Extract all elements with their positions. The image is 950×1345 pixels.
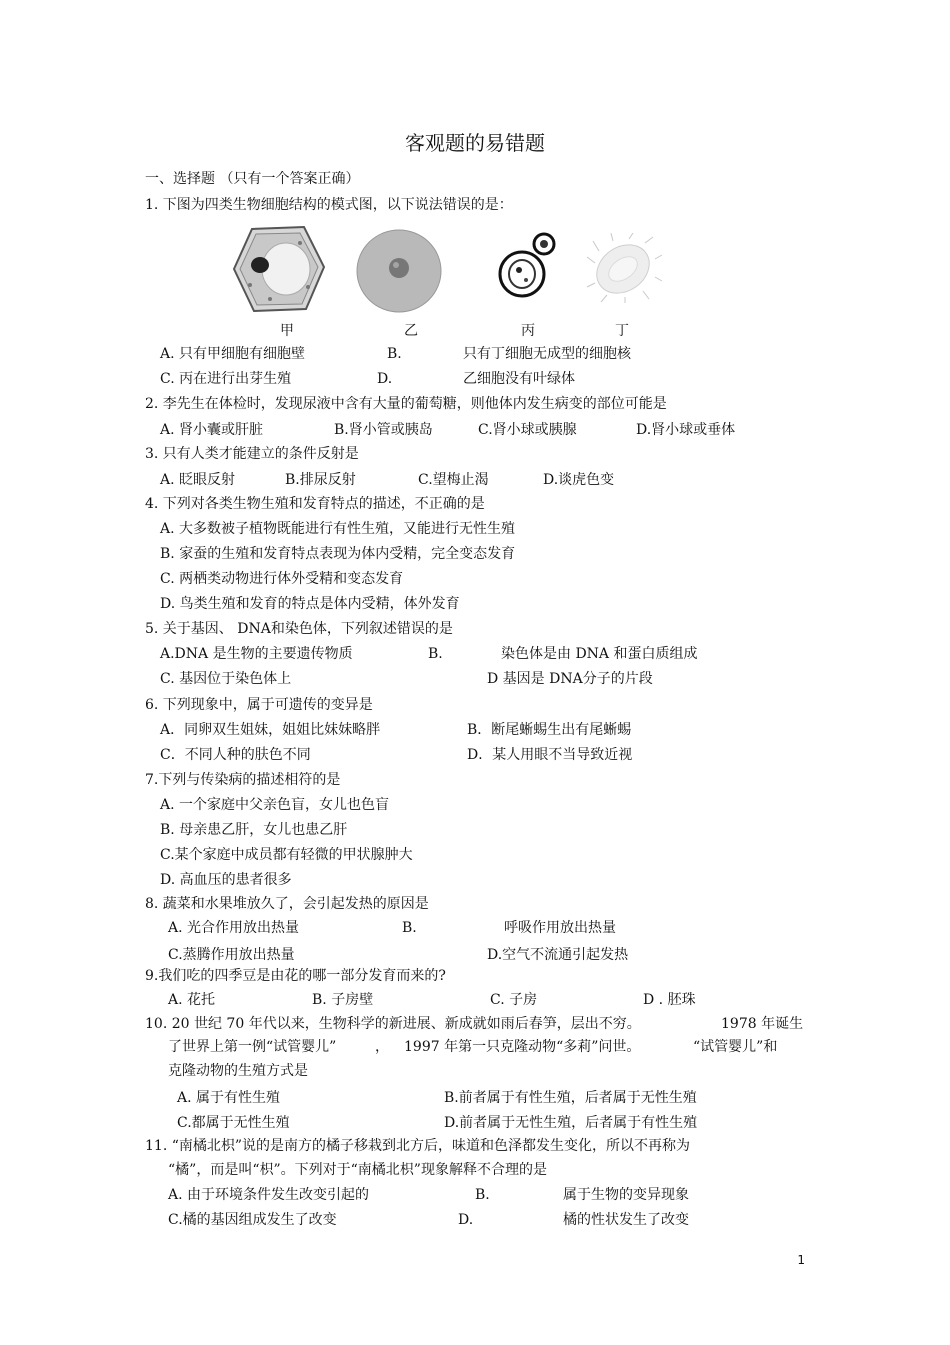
q6-option-a: A．同卵双生姐妹，姐姐比妹妹略胖 bbox=[160, 722, 381, 738]
q2-option-b: B.肾小管或胰岛 bbox=[334, 422, 433, 438]
bacterium-figure bbox=[585, 233, 663, 303]
figure-label-yi: 乙 bbox=[404, 323, 418, 339]
q1-option-c: C. 丙在进行出芽生殖 bbox=[160, 371, 292, 387]
question-8-stem: 8. 蔬菜和水果堆放久了，会引起发热的原因是 bbox=[145, 896, 429, 912]
q10-line-1a: 10. 20 世纪 70 年代以来，生物科学的新进展、新成就如雨后春笋，层出不穷。 bbox=[145, 1016, 641, 1032]
q11-option-d-letter: D. bbox=[458, 1212, 474, 1228]
q9-option-d: D . 胚珠 bbox=[643, 992, 696, 1008]
question-6-stem: 6. 下列现象中，属于可遗传的变异是 bbox=[145, 697, 373, 713]
q3-option-b: B.排尿反射 bbox=[285, 472, 356, 488]
q10-option-a: A. 属于有性生殖 bbox=[177, 1090, 281, 1106]
q2-option-a: A. 肾小囊或肝脏 bbox=[160, 422, 264, 438]
q1-option-d-letter: D. bbox=[377, 371, 393, 387]
question-4-stem: 4. 下列对各类生物生殖和发育特点的描述，不正确的是 bbox=[145, 496, 485, 512]
q11-option-c: C.橘的基因组成发生了改变 bbox=[168, 1212, 337, 1228]
q11-option-b-letter: B. bbox=[475, 1187, 490, 1203]
q6-option-c: C．不同人种的肤色不同 bbox=[160, 747, 311, 763]
q3-option-d: D.谈虎色变 bbox=[543, 472, 615, 488]
q7-option-b: B. 母亲患乙肝，女儿也患乙肝 bbox=[160, 822, 348, 838]
q8-option-c: C.蒸腾作用放出热量 bbox=[168, 947, 295, 963]
q8-option-b-letter: B. bbox=[402, 920, 417, 936]
q9-option-c: C. 子房 bbox=[490, 992, 538, 1008]
q11-option-d: 橘的性状发生了改变 bbox=[563, 1212, 689, 1228]
q1-option-d: 乙细胞没有叶绿体 bbox=[463, 371, 575, 387]
q8-option-d: D.空气不流通引起发热 bbox=[487, 947, 629, 963]
q9-option-b: B. 子房壁 bbox=[312, 992, 374, 1008]
q10-line-3: 克隆动物的生殖方式是 bbox=[168, 1063, 308, 1079]
q5-option-a: A.DNA 是生物的主要遗传物质 bbox=[160, 646, 353, 662]
q10-option-d: D.前者属于无性生殖，后者属于有性生殖 bbox=[444, 1115, 698, 1131]
q11-line-2: “橘”，而是叫“枳”。下列对于“南橘北枳”现象解释不合理的是 bbox=[168, 1162, 547, 1178]
page-number: 1 bbox=[797, 1253, 805, 1267]
q5-option-c: C. 基因位于染色体上 bbox=[160, 671, 292, 687]
q2-option-c: C.肾小球或胰腺 bbox=[478, 422, 577, 438]
q2-option-d: D.肾小球或垂体 bbox=[636, 422, 736, 438]
q4-option-b: B. 家蚕的生殖和发育特点表现为体内受精，完全变态发育 bbox=[160, 546, 516, 562]
q6-option-d: D．某人用眼不当导致近视 bbox=[467, 747, 633, 763]
q10-line-2c: 1997 年第一只克隆动物“多莉”问世。 bbox=[404, 1039, 641, 1055]
q10-option-b: B.前者属于有性生殖，后者属于无性生殖 bbox=[444, 1090, 697, 1106]
q10-line-1b: 1978 年诞生 bbox=[721, 1016, 804, 1032]
q5-option-b-letter: B. bbox=[428, 646, 443, 662]
figure-label-jia: 甲 bbox=[280, 323, 294, 339]
yeast-cell-figure bbox=[495, 232, 559, 300]
q11-option-b: 属于生物的变异现象 bbox=[563, 1187, 689, 1203]
q11-line-1: 11. “南橘北枳”说的是南方的橘子移栽到北方后，味道和色泽都发生变化，所以不再称为 bbox=[145, 1138, 691, 1154]
figure-label-bing: 丙 bbox=[521, 323, 535, 339]
section-heading: 一、选择题 （只有一个答案正确） bbox=[145, 171, 360, 187]
page-title: 客观题的易错题 bbox=[405, 131, 545, 155]
q9-option-a: A. 花托 bbox=[168, 992, 216, 1008]
figure-label-ding: 丁 bbox=[615, 323, 629, 339]
q5-option-d: D 基因是 DNA分子的片段 bbox=[487, 671, 653, 687]
q3-option-a: A. 眨眼反射 bbox=[160, 472, 236, 488]
q10-line-2d: “试管婴儿”和 bbox=[693, 1039, 778, 1055]
q6-option-b: B．断尾蜥蜴生出有尾蜥蜴 bbox=[467, 722, 632, 738]
q5-option-b: 染色体是由 DNA 和蛋白质组成 bbox=[501, 646, 698, 662]
question-2-stem: 2. 李先生在体检时，发现尿液中含有大量的葡萄糖，则他体内发生病变的部位可能是 bbox=[145, 396, 667, 412]
q10-option-c: C.都属于无性生殖 bbox=[177, 1115, 290, 1131]
q1-option-b: 只有丁细胞无成型的细胞核 bbox=[463, 346, 631, 362]
q1-option-b-letter: B. bbox=[387, 346, 402, 362]
q7-option-c: C.某个家庭中成员都有轻微的甲状腺肿大 bbox=[160, 847, 413, 863]
q7-option-a: A. 一个家庭中父亲色盲，女儿也色盲 bbox=[160, 797, 390, 813]
q1-option-a: A. 只有甲细胞有细胞壁 bbox=[160, 346, 306, 362]
question-7-stem: 7.下列与传染病的描述相符的是 bbox=[145, 772, 341, 788]
q4-option-c: C. 两栖类动物进行体外受精和变态发育 bbox=[160, 571, 404, 587]
animal-cell-figure bbox=[355, 228, 443, 314]
plant-cell-figure bbox=[230, 225, 328, 313]
question-5-stem: 5. 关于基因、 DNA和染色体，下列叙述错误的是 bbox=[145, 621, 453, 637]
q11-option-a: A. 由于环境条件发生改变引起的 bbox=[168, 1187, 370, 1203]
question-3-stem: 3. 只有人类才能建立的条件反射是 bbox=[145, 446, 359, 462]
q7-option-d: D. 高血压的患者很多 bbox=[160, 872, 292, 888]
q4-option-a: A. 大多数被子植物既能进行有性生殖，又能进行无性生殖 bbox=[160, 521, 516, 537]
q8-option-b: 呼吸作用放出热量 bbox=[504, 920, 616, 936]
q8-option-a: A. 光合作用放出热量 bbox=[168, 920, 300, 936]
q10-line-2b: ， bbox=[375, 1039, 389, 1055]
q10-line-2a: 了世界上第一例“试管婴儿” bbox=[168, 1039, 337, 1055]
q3-option-c: C.望梅止渴 bbox=[418, 472, 489, 488]
question-9-stem: 9.我们吃的四季豆是由花的哪一部分发育而来的? bbox=[145, 968, 446, 984]
q4-option-d: D. 鸟类生殖和发育的特点是体内受精，体外发育 bbox=[160, 596, 460, 612]
question-1-stem: 1. 下图为四类生物细胞结构的模式图，以下说法错误的是： bbox=[145, 197, 513, 213]
